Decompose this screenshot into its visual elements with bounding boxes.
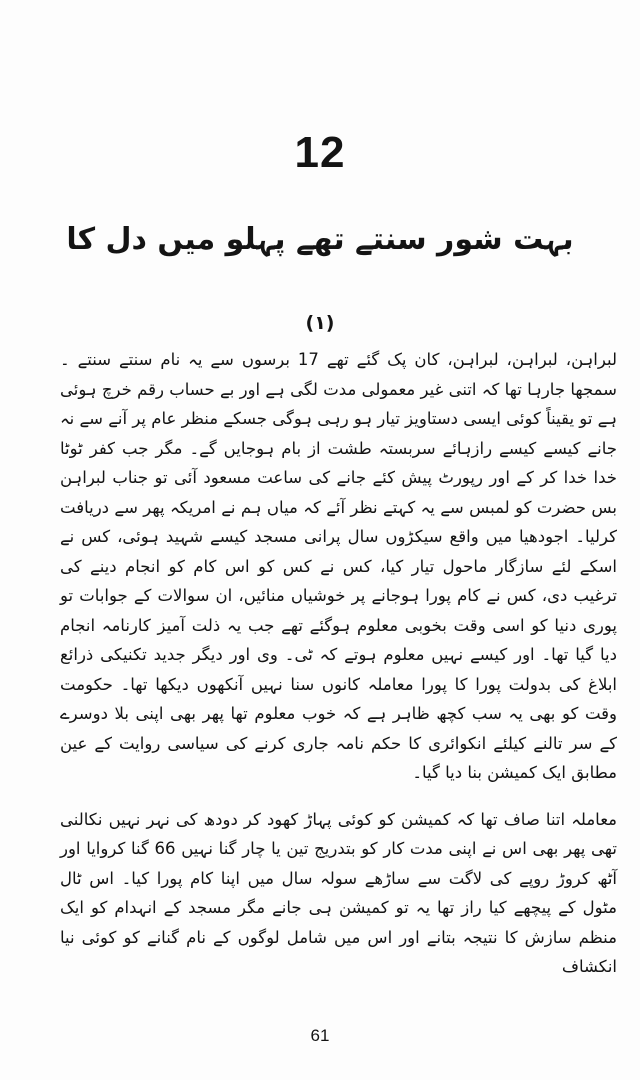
section-marker: (۱) [305,312,335,334]
chapter-number: 12 [294,128,346,177]
page-number: 61 [310,1026,330,1045]
chapter-title: بہت شور سنتے تھے پہلو میں دل کا [66,222,574,257]
paragraph: لبراہن، لبراہن، لبراہن، کان پک گئے تھے 17 برسوں سے یہ نام سنتے سنتے ۔ سمجھا جارہا تھا کہ اتنی غیر معمولی مدت لگی ہے اور بے حساب رقم خرچ ہوئی ہے تو یقیناً کوئی ایسی دستاویز تیار ہو رہی ہوگی جسکے منظر عام پر آنے سے نہ جانے کیسے کیسے رازہائے سربستہ طشت از بام ہوجایں گے۔ مگر جب کفر ٹوٹا خدا خدا کر کے اور رپورٹ پیش کئے جانے کی ساعت مسعود آئی تو جناب لبراہن بس حضرت کو لمبس سے یہ کہتے نظر آئے کہ میاں ہم نے امریکہ پھر سے دریافت کرلیا۔ اجودھیا میں واقع سیکڑوں سال پرانی مسجد کیسے شہید ہوئی، کس نے اسکے لئے سازگار ماحول تیار کیا، کس نے کس کو اس کام کو انجام دینے کی ترغیب دی، کس نے کام پورا ہوجانے پر خوشیاں منائیں، ان سوالات کے جوابات تو پوری دنیا کو اسی وقت بخوبی معلوم ہوگئے تھے جب یہ ذلت آمیز کارنامہ انجام دیا گیا تھا۔ اور کیسے نہیں معلوم ہوتے کہ ٹی۔ وی اور دیگر جدید تکنیکی ذرائع ابلاغ کی بدولت پورا کا پورا معاملہ کانوں سنا نہیں آنکھوں دیکھا تھا۔ حکومت وقت کو بھی یہ سب کچھ ظاہر ہے کہ خوب معلوم تھا پھر بھی اپنی بلا دوسرے کے سر تالنے کیلئے انکوائری کا حکم نامہ جاری کرنے کی سیاسی روایت کے عین مطابق ایک کمیشن بنا دیا گیا۔ [60,350,617,782]
chapter-body [60,345,617,982]
paragraph: معاملہ اتنا صاف تھا کہ کمیشن کو کوئی پہاڑ کھود کر دودھ کی نہر نہیں نکالنی تھی پھر بھی اس نے اپنی مدت کار کو بتدریج تین یا چار گنا نہیں 66 گنا کروایا اور آٹھ کروڑ روپے کی لاگت سے ساڑھے سولہ سال میں اپنا کام پورا کیا۔ اس ٹال مٹول کے پیچھے کیا راز تھا یہ تو کمیشن ہی جانے مگر مسجد کے انہدام کو ایک منظم سازش کا نتیجہ بتانے اور اس میں شامل لوگوں کے نام گنانے کو کوئی نیا انکشاف [60,809,617,976]
